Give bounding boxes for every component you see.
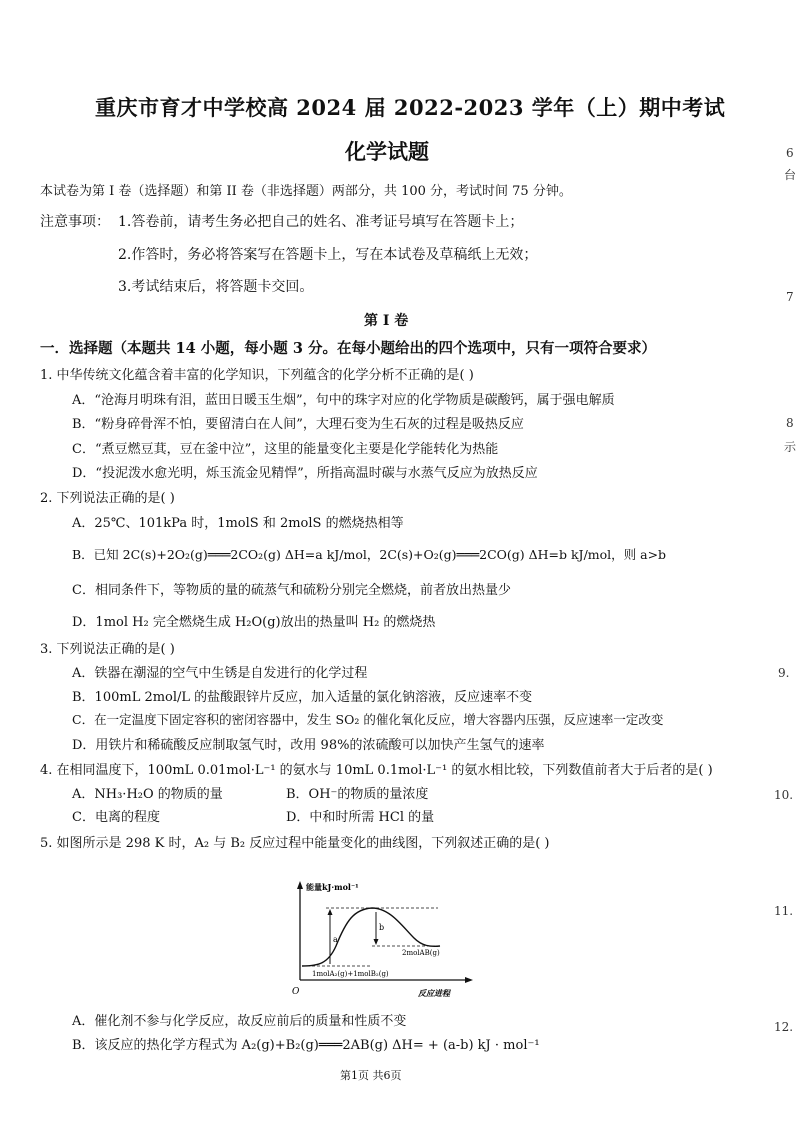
question-stem: 4. 在相同温度下，100mL 0.01mol·L⁻¹ 的氨水与 10mL 0.1mol·L⁻¹ 的氨水相比较，下列数值前者大于后者的是( )	[40, 763, 713, 778]
question-option: B．100mL 2mol/L 的盐酸跟锌片反应，加入适量的氯化钠溶液，反应速率不变	[72, 690, 533, 705]
margin-number: 11.	[774, 904, 794, 918]
exam-title: 重庆市育才中学校高 2024 届 2022-2023 学年（上）期中考试	[95, 95, 726, 120]
exam-intro: 本试卷为第 I 卷（选择题）和第 II 卷（非选择题）两部分，共 100 分，考试时间 75 分钟。	[40, 184, 572, 199]
margin-number: 8	[786, 416, 794, 430]
question-option: D．用铁片和稀硫酸反应制取氢气时，改用 98%的浓硫酸可以加快产生氢气的速率	[72, 738, 545, 753]
volume-title: 第 I 卷	[364, 313, 409, 329]
note-item: 1.答卷前，请考生务必把自己的姓名、准考证号填写在答题卡上；	[118, 214, 524, 230]
question-option: C．“煮豆燃豆萁，豆在釜中泣”，这里的能量变化主要是化学能转化为热能	[72, 442, 499, 457]
section-title: 一．选择题（本题共 14 小题，每小题 3 分。在每小题给出的四个选项中，只有一项符合要求）	[40, 340, 656, 357]
reactant-label: 1molA₂(g)+1molB₂(g)	[312, 970, 389, 978]
y-axis-arrow	[297, 881, 303, 889]
x-axis-label: 反应进程	[418, 988, 450, 998]
question-option: A．铁器在潮湿的空气中生锈是自发进行的化学过程	[72, 666, 368, 681]
question-option: B．该反应的热化学方程式为 A₂(g)+B₂(g)═══2AB(g) ΔH= + (a-b) kJ · mol⁻¹	[72, 1038, 540, 1053]
question-option: C．在一定温度下固定容积的密闭容器中，发生 SO₂ 的催化氧化反应，增大容器内压强，反应速率一定改变	[72, 712, 664, 727]
x-axis-arrow	[465, 977, 473, 983]
margin-number: 6	[786, 146, 794, 160]
question-stem: 1. 中华传统文化蕴含着丰富的化学知识，下列蕴含的化学分析不正确的是( )	[40, 368, 474, 383]
question-option: D．中和时所需 HCl 的量	[286, 810, 435, 825]
product-label: 2molAB(g)	[402, 949, 440, 957]
question-option: A．NH₃·H₂O 的物质的量	[72, 787, 223, 802]
question-option: B．已知 2C(s)+2O₂(g)═══2CO₂(g) ΔH=a kJ/mol，2C(s)+O₂(g)═══2CO(g) ΔH=b kJ/mol，则 a>b	[72, 547, 667, 562]
y-axis-label: 能量kJ·mol⁻¹	[306, 882, 359, 892]
question-option: B．“粉身碎骨浑不怕，要留清白在人间”，大理石变为生石灰的过程是吸热反应	[72, 417, 524, 432]
question-option: A．“沧海月明珠有泪，蓝田日暖玉生烟”，句中的珠字对应的化学物质是碳酸钙，属于强电解质	[72, 393, 615, 408]
exam-subtitle: 化学试题	[345, 139, 429, 164]
note-item: 3.考试结束后，将答题卡交回。	[118, 279, 314, 295]
margin-number: 10.	[774, 788, 794, 802]
label-a: a	[333, 935, 338, 944]
energy-diagram	[290, 876, 480, 1000]
note-item: 2.作答时，务必将答案写在答题卡上，写在本试卷及草稿纸上无效；	[118, 247, 538, 263]
margin-number: 12.	[774, 1020, 794, 1034]
page-footer: 第1页 共6页	[340, 1069, 402, 1082]
question-option: A．催化剂不参与化学反应，故反应前后的质量和性质不变	[72, 1014, 407, 1029]
question-stem: 2. 下列说法正确的是( )	[40, 491, 175, 506]
arrow-b-head	[374, 939, 379, 945]
question-stem: 3. 下列说法正确的是( )	[40, 642, 175, 657]
label-b: b	[379, 923, 385, 932]
margin-number: 7	[786, 290, 794, 304]
question-option: B．OH⁻的物质的量浓度	[286, 787, 429, 802]
question-option: C．相同条件下，等物质的量的硫蒸气和硫粉分别完全燃烧，前者放出热量少	[72, 583, 511, 598]
question-option: C．电离的程度	[72, 810, 160, 825]
question-option: D．“投泥泼水愈光明，烁玉流金见精悍”，所指高温时碳与水蒸气反应为放热反应	[72, 466, 538, 481]
question-option: D．1mol H₂ 完全燃烧生成 H₂O(g)放出的热量叫 H₂ 的燃烧热	[72, 615, 436, 630]
margin-char: 示	[784, 440, 796, 454]
question-option: A．25℃、101kPa 时，1molS 和 2molS 的燃烧热相等	[72, 516, 404, 531]
margin-number: 9.	[778, 666, 790, 680]
notes-label: 注意事项：	[40, 214, 110, 230]
energy-curve	[302, 908, 440, 966]
question-stem: 5. 如图所示是 298 K 时，A₂ 与 B₂ 反应过程中能量变化的曲线图，下列叙述正确的是( )	[40, 836, 550, 851]
origin-label: O	[292, 987, 300, 997]
arrow-a-head	[328, 909, 333, 915]
margin-char: 台	[784, 168, 796, 182]
